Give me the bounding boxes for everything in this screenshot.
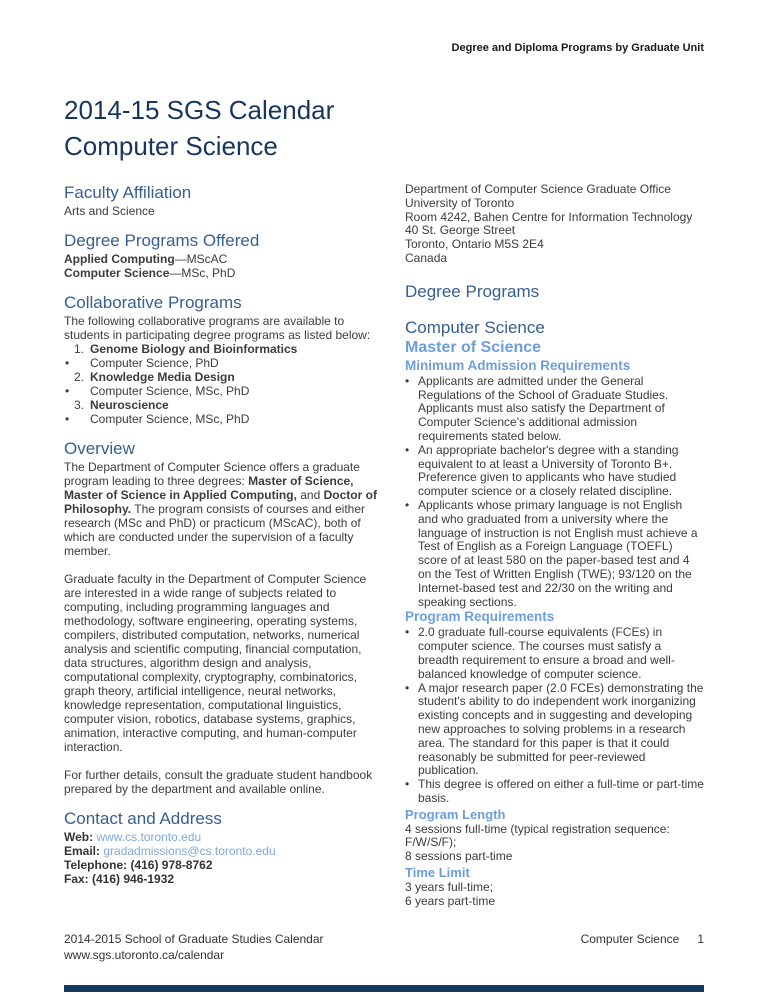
page-footer <box>64 931 704 963</box>
list-number: 1. <box>74 342 85 356</box>
program-length-line: F/W/S/F); <box>405 835 457 850</box>
degree-programs-offered-heading: Degree Programs Offered <box>64 231 260 250</box>
address-line: 40 St. George Street <box>405 223 516 238</box>
time-limit-line: 3 years full-time; <box>405 880 494 895</box>
collaborative-program-participation <box>64 356 377 370</box>
header-running-title: Degree and Diploma Programs by Graduate Unit <box>451 42 704 54</box>
contact-email-line <box>64 844 377 858</box>
participation-text: Computer Science, MSc, PhD <box>90 412 250 426</box>
email-label: Email: <box>64 844 101 858</box>
bullet-icon: • <box>405 373 410 388</box>
participation-text: Computer Science, MSc, PhD <box>90 384 250 398</box>
web-label: Web: <box>64 830 94 844</box>
overview-paragraph-1 <box>64 460 377 558</box>
degree-program-line <box>64 252 377 266</box>
program-length-line: 8 sessions part-time <box>405 849 513 864</box>
bullet-text: Applicants are admitted under the General Regulations of the School of Graduate Studies. Applicants must also satisfy the Department of Computer Science's additional admission requirements stated below. <box>418 373 669 443</box>
bullet-text: A major research paper (2.0 FCEs) demonstrating the student's ability to do independent work inorganizing existing concepts and in suggesting and developing new approaches to solving problems in a research area. The standard for this paper is that it could reasonably be submitted for peer-reviewed publication. <box>418 680 704 778</box>
master-of-science-heading: Master of Science <box>405 338 542 356</box>
contact-web-line <box>64 830 377 844</box>
collaborative-program-participation <box>64 412 377 426</box>
bullet-icon: • <box>405 625 410 640</box>
degree-program-line <box>64 266 377 280</box>
footer-section-label: Computer Science <box>580 932 680 946</box>
participation-text: Computer Science, PhD <box>90 356 219 370</box>
time-limit-line: 6 years part-time <box>405 893 496 908</box>
contact-and-address-heading: Contact and Address <box>64 809 222 828</box>
overview-paragraph-3: For further details, consult the graduate student handbook prepared by the department and available online. <box>64 768 373 796</box>
admission-requirement-bullet <box>405 444 705 499</box>
degree-programs-heading: Degree Programs <box>405 281 540 301</box>
collaborative-programs-intro: The following collaborative programs are available to students in participating degree programs as listed below: <box>64 314 371 342</box>
admission-requirement-bullet <box>405 499 705 609</box>
computer-science-heading: Computer Science <box>405 317 545 337</box>
contact-fax-line: Fax: (416) 946-1932 <box>64 872 175 886</box>
minimum-admission-requirements-heading: Minimum Admission Requirements <box>405 357 631 373</box>
bullet-icon: • <box>65 356 70 370</box>
overview-text: and <box>296 488 324 502</box>
overview-text: The Department of Computer Science offers a graduate program leading to three degrees: <box>64 460 360 488</box>
collaborative-programs-heading: Collaborative Programs <box>64 293 242 312</box>
two-column-body <box>64 183 705 909</box>
bullet-icon: • <box>405 442 410 457</box>
page-title-line1: 2014-15 SGS Calendar <box>64 95 335 125</box>
overview-bold-degrees: Doctor of Philosophy. <box>64 488 377 516</box>
list-number: 3. <box>74 398 85 412</box>
faculty-affiliation-heading: Faculty Affiliation <box>64 183 192 202</box>
bullet-icon: • <box>405 680 410 695</box>
collaborative-program-participation <box>64 384 377 398</box>
graduate-office-address <box>405 183 705 266</box>
footer-right <box>581 931 704 947</box>
left-column <box>64 183 377 886</box>
web-link[interactable]: www.cs.toronto.edu <box>96 830 202 844</box>
footer-calendar-title: 2014-2015 School of Graduate Studies Calendar <box>64 932 324 946</box>
collaborative-program-name: Knowledge Media Design <box>90 370 235 384</box>
right-column <box>405 183 705 909</box>
degree-program-name: Computer Science <box>64 266 170 280</box>
list-number: 2. <box>74 370 85 384</box>
faculty-affiliation-text: Arts and Science <box>64 204 155 218</box>
address-line: University of Toronto <box>405 195 515 210</box>
address-line: Canada <box>405 250 448 265</box>
collaborative-program-name: Genome Biology and Bioinformatics <box>90 342 298 356</box>
program-requirement-bullet <box>405 682 705 779</box>
bullet-icon: • <box>65 412 70 426</box>
program-length-heading: Program Length <box>405 806 506 822</box>
footer-left <box>64 931 324 963</box>
overview-text: The program consists of courses and either research (MSc and PhD) or practicum (MScAC), both of which are conducted under the supervision of a faculty member. <box>64 502 366 558</box>
bullet-icon: • <box>405 497 410 512</box>
bullet-text: Applicants whose primary language is not English and who graduated from a university where the language of instruction is not English must achieve a Test of English as a Foreign Language (TOEFL) score of at least 580 on the paper-based test and 4 on the Test of Written English (TWE); 93/120 on the Internet-based test and 22/30 on the writing and speaking sections. <box>418 497 698 609</box>
bullet-text: 2.0 graduate full-course equivalents (FCEs) in computer science. The courses must satisfy a breadth requirement to ensure a broad and well-balanced knowledge of computer science. <box>418 625 675 681</box>
page-break-bar <box>64 985 704 992</box>
collaborative-program-item <box>64 370 377 384</box>
degree-program-name: Applied Computing <box>64 252 175 266</box>
footer-calendar-url: www.sgs.utoronto.ca/calendar <box>64 948 225 962</box>
degree-program-degrees: —MSc, PhD <box>169 266 236 280</box>
page-title <box>64 92 334 164</box>
admission-requirement-bullet <box>405 375 705 444</box>
bullet-icon: • <box>405 777 410 792</box>
contact-telephone-line: Telephone: (416) 978-8762 <box>64 858 213 872</box>
overview-bold-degrees: Master of Science, Master of Science in Applied Computing, <box>64 474 354 502</box>
address-line: Department of Computer Science Graduate Office <box>405 182 671 196</box>
time-limit-heading: Time Limit <box>405 865 470 881</box>
program-requirement-bullet <box>405 778 705 806</box>
program-length-line: 4 sessions full-time (typical registration sequence: <box>405 821 670 836</box>
collaborative-program-name: Neuroscience <box>90 398 169 412</box>
address-line: Room 4242, Bahen Centre for Information Technology <box>405 209 693 224</box>
email-link[interactable]: gradadmissions@cs.toronto.edu <box>103 844 276 858</box>
overview-heading: Overview <box>64 439 135 458</box>
address-line: Toronto, Ontario M5S 2E4 <box>405 237 544 252</box>
collaborative-program-item <box>64 398 377 412</box>
program-requirements-heading: Program Requirements <box>405 609 555 625</box>
overview-paragraph-2: Graduate faculty in the Department of Computer Science are interested in a wide range of subjects related to computing, including programming languages and methodology, software engineering, operating systems, compilers, distributed computation, networks, numerical analysis and scientific computing, financial computation, data structures, algorithm design and analysis, computational complexity, cryptography, combinatorics, graph theory, artificial intelligence, neural networks, knowledge representation, computational linguistics, computer vision, robotics, database systems, graphics, animation, interactive computing, and human-computer interaction. <box>64 572 367 754</box>
collaborative-program-item <box>64 342 377 356</box>
bullet-text: This degree is offered on either a full-time or part-time basis. <box>418 777 704 805</box>
degree-program-degrees: —MScAC <box>174 252 228 266</box>
program-requirement-bullet <box>405 626 705 681</box>
bullet-text: An appropriate bachelor's degree with a standing equivalent to at least a University of Toronto B+. Preference given to applicants who have studied computer science or a closely related discipline. <box>418 442 679 499</box>
page-number: 1 <box>697 932 704 946</box>
bullet-icon: • <box>65 384 70 398</box>
page-title-line2: Computer Science <box>64 131 278 161</box>
